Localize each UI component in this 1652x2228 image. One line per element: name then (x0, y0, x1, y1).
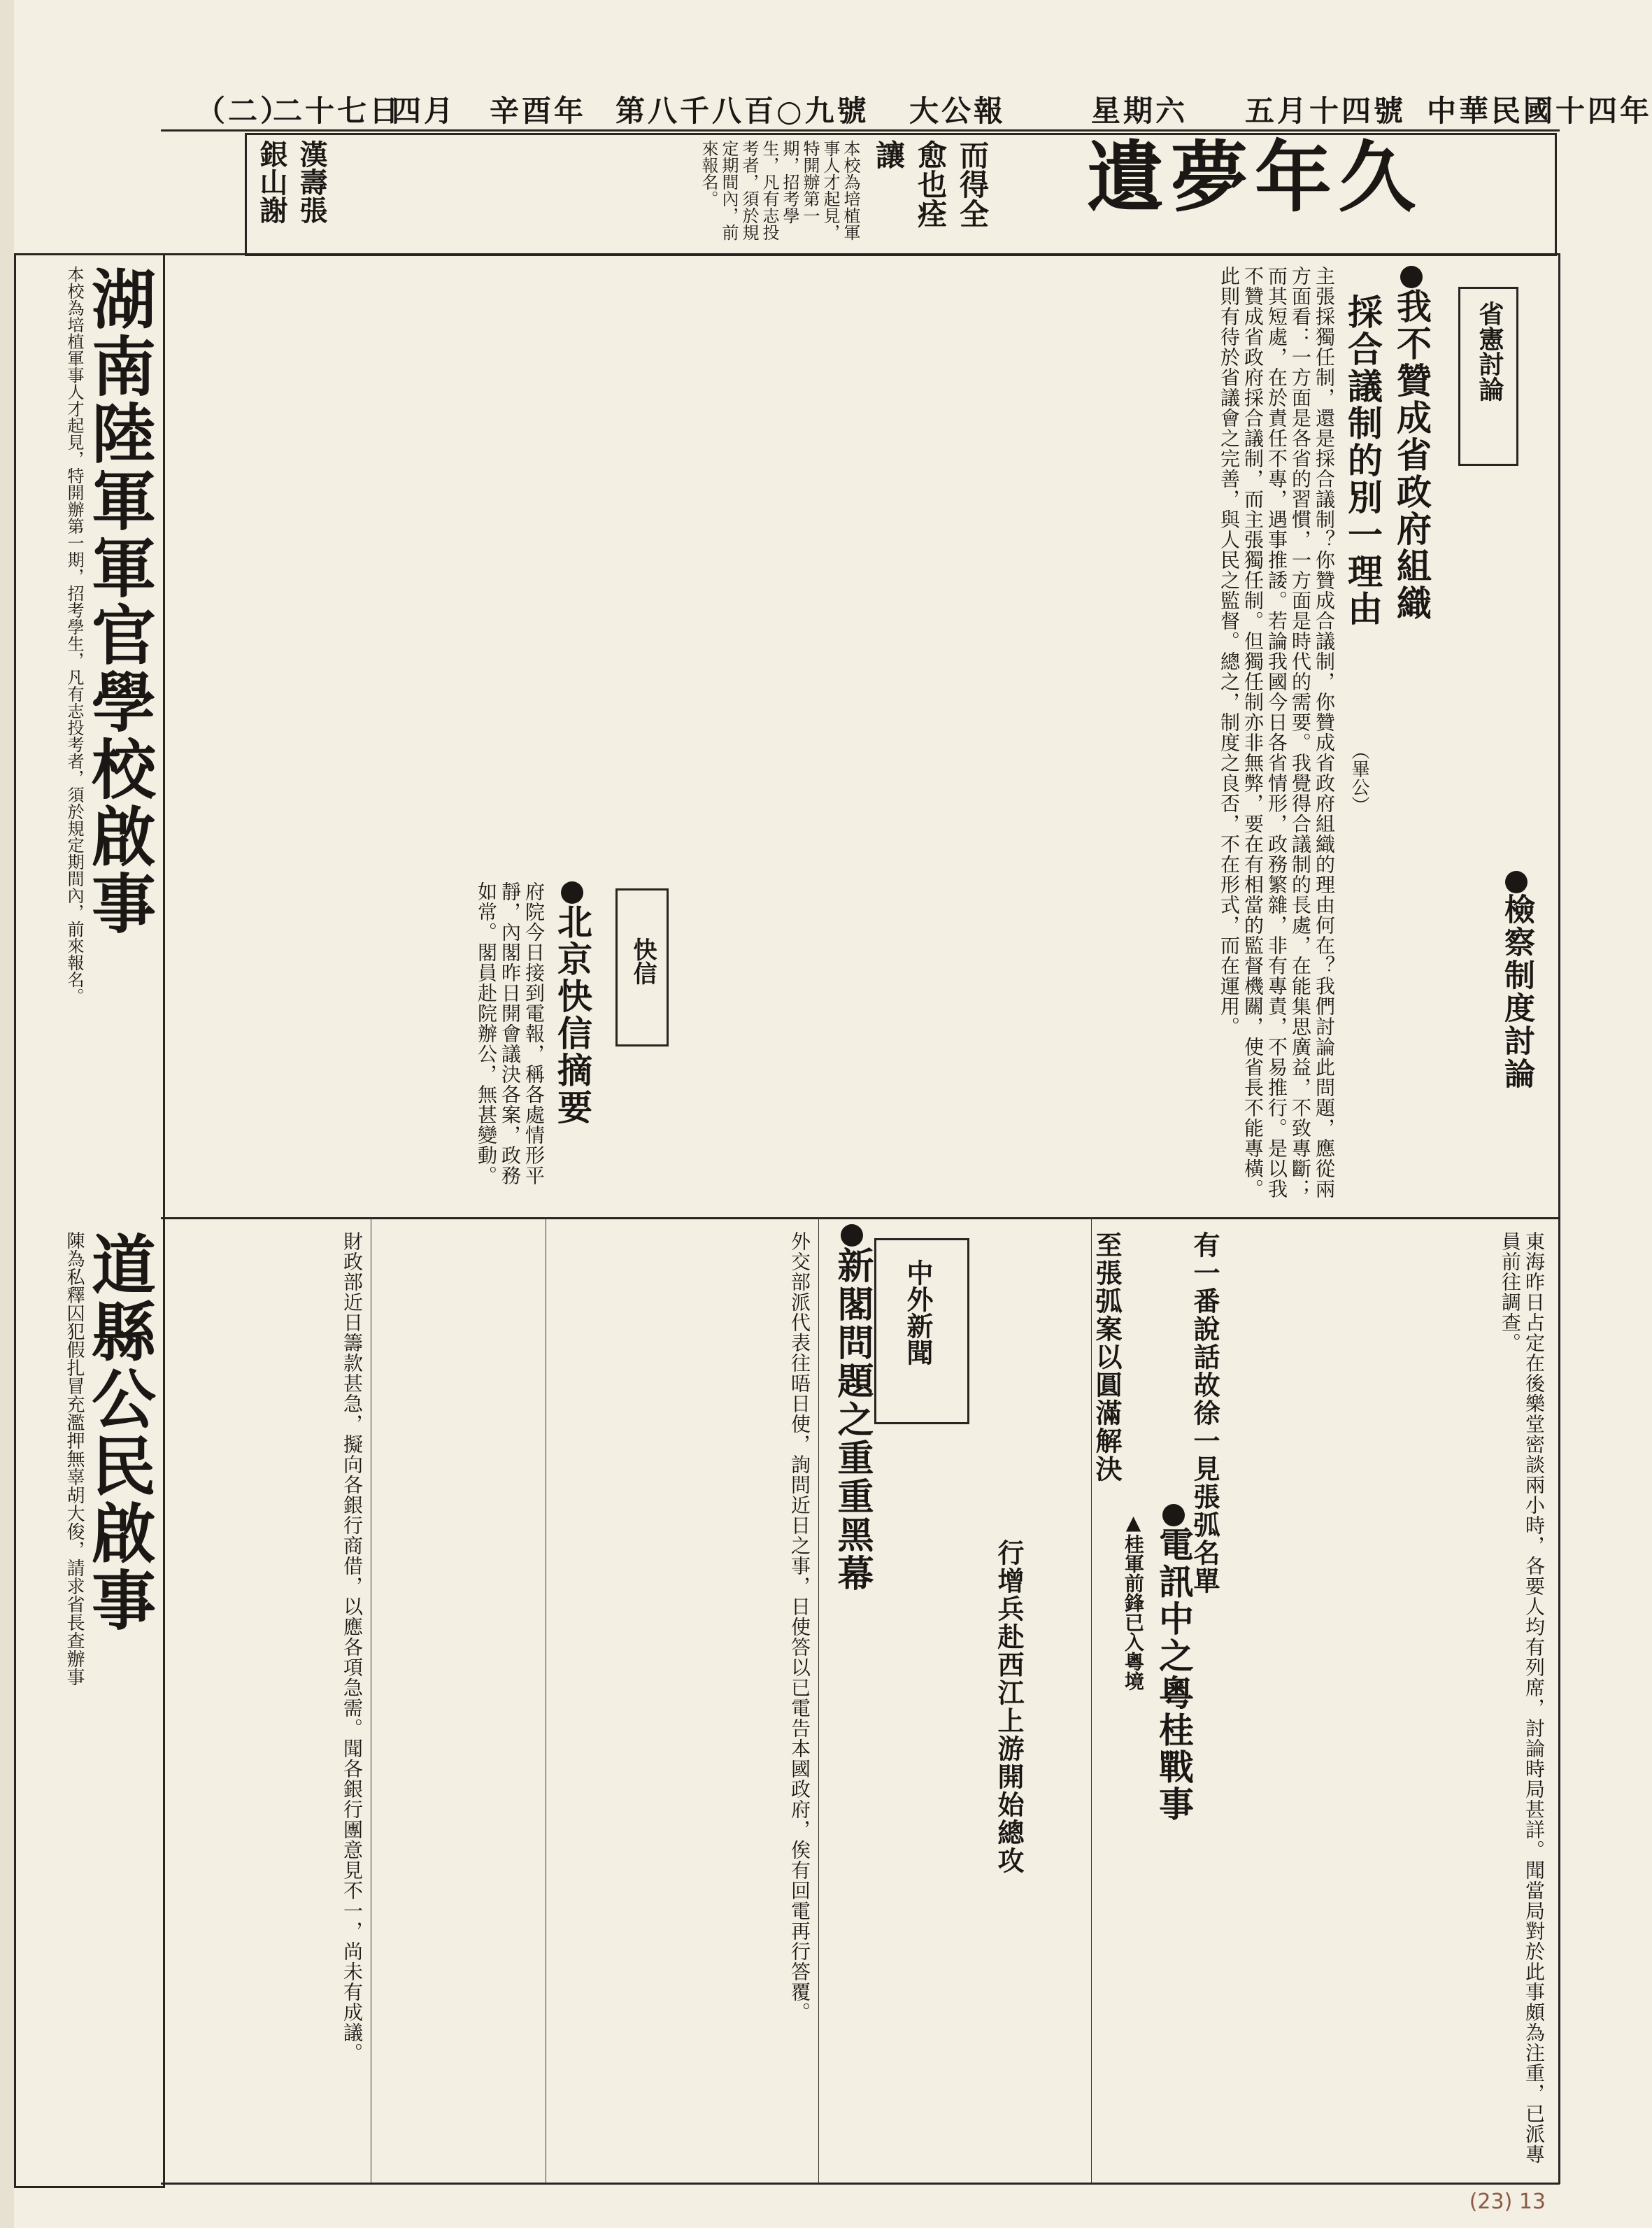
dateline (182, 84, 1652, 128)
issue-number: 第八千八百○九號 (615, 94, 869, 128)
date-lunar-month: 四月 (392, 94, 457, 128)
main-frame-top (161, 253, 1560, 255)
county-notice-sub: 陳為私釋囚犯假扎冒充濫押無辜胡大俊，請求省長查辦事 (64, 1231, 85, 1686)
top-ad-text: 本校為培植軍事人才起見，特開辦第一期，招考學生，凡有志投考者，須於規定期間內，前來報名。 (699, 140, 860, 241)
mediation-heading: 至張弧案以圓滿解決 (1091, 1231, 1123, 1483)
commentary-body: 主張採獨任制，還是採合議制？你贊成合議制，你贊成省政府組織的理由何在？我們討論此問題，應從兩方面看：一方面是各省的習慣，一方面是時代的需要。我覺得合議制的長處，在能集思廣益，不致專斷；而其短處，在於責任不專，遇事推諉。若論我國今日各省情形，政務繁雜，非有專責，不易推行。是以我不贊成省政府採合議制，而主張獨任制。但獨任制亦非無弊，要在有相當的監督機關，使省長不能專橫。此則有待於省議會之完善，與人民之監督。總之，制度之良否，不在形式，而在運用。 (1218, 266, 1336, 1199)
commentary-title-2: 採合議制的別一理由 (1342, 294, 1383, 627)
cf-label: 中外新聞 (902, 1259, 934, 1365)
guangxi-title: 電訊中之粵桂戰事 (1154, 1504, 1193, 1868)
finance-heading: 有一番說話故徐一見張弧名單 (1189, 1231, 1220, 1595)
military-school-title: 湖南陸軍軍官學校啟事 (81, 266, 157, 937)
masthead-rule (161, 129, 1560, 132)
page-edge (0, 0, 14, 2228)
news-body-c: 財政部近日籌款甚急，擬向各銀行商借，以應各項急需。聞各銀行團意見不一，尚未有成議。 (341, 1231, 364, 2063)
beijing-label: 快信 (629, 937, 657, 985)
page-number: （二） (196, 94, 293, 128)
guangxi-sub: ▲桂軍前鋒已入粵境 (1122, 1511, 1145, 1691)
editorial-sub-3: 讓 (871, 140, 906, 169)
page-marker: (23) 13 (1469, 2190, 1546, 2214)
military-school-body: 本校為培植軍事人才起見，特開辦第一期，招考學生，凡有志投考者，須於規定期間內，前來報名。 (64, 266, 84, 1005)
bullet-icon (1162, 1504, 1185, 1526)
bullet-icon (841, 1224, 863, 1247)
column-rule-2 (818, 1217, 819, 2183)
main-frame-bottom (161, 2183, 1560, 2185)
west-river-heading: 行增兵赴西江上游開始總攻 (993, 1539, 1025, 1875)
commentary-section-label: 省憲討論 (1475, 301, 1504, 402)
editorial-notice: 漢壽張 銀山謝 (255, 140, 328, 224)
date-lunar-year: 辛酉年 (490, 94, 587, 128)
procuratorial-title: 檢察制度討論 (1497, 871, 1536, 1200)
beijing-body: 府院今日接到電報，稱各處情形平靜，內閣昨日開會議決各案，政務如常。閣員赴院辦公，無甚變動。 (475, 881, 546, 1186)
commentary-title-1: 我不贊成省政府組織 (1392, 266, 1431, 714)
date-lunar-day: 二十七日 (273, 94, 402, 128)
editorial-sub: 而得全 (955, 140, 990, 228)
news-body-b: 外交部派代表往晤日使，詢問近日之事，日使答以已電告本國政府，俟有回電再行答覆。 (788, 1231, 811, 2022)
editorial-headline: 久年夢遺 (1074, 136, 1416, 219)
bullet-icon (1400, 266, 1423, 288)
editorial-sub-2: 愈也痊 (913, 140, 948, 228)
news-body-a: 東海昨日占定在後樂堂密談兩小時，各要人均有列席，討論時局甚詳。聞當局對於此事頗為注重，已派專員前往調查。 (1499, 1231, 1546, 2164)
cabinet-title: 新閣問題之重重黑幕 (832, 1224, 871, 1616)
weekday: 星期六 (1091, 94, 1188, 128)
paper-title: 大公報 (909, 94, 1006, 128)
beijing-title: 北京快信摘要 (553, 881, 592, 1203)
date-month-day: 五月十四號 (1245, 94, 1407, 128)
date-year: 中華民國十四年 (1427, 94, 1652, 128)
bullet-icon (1505, 871, 1528, 893)
commentary-byline: （畢公） (1348, 742, 1369, 814)
bullet-icon (561, 881, 583, 904)
county-notice-title: 道縣公民啟事 (81, 1231, 157, 1634)
